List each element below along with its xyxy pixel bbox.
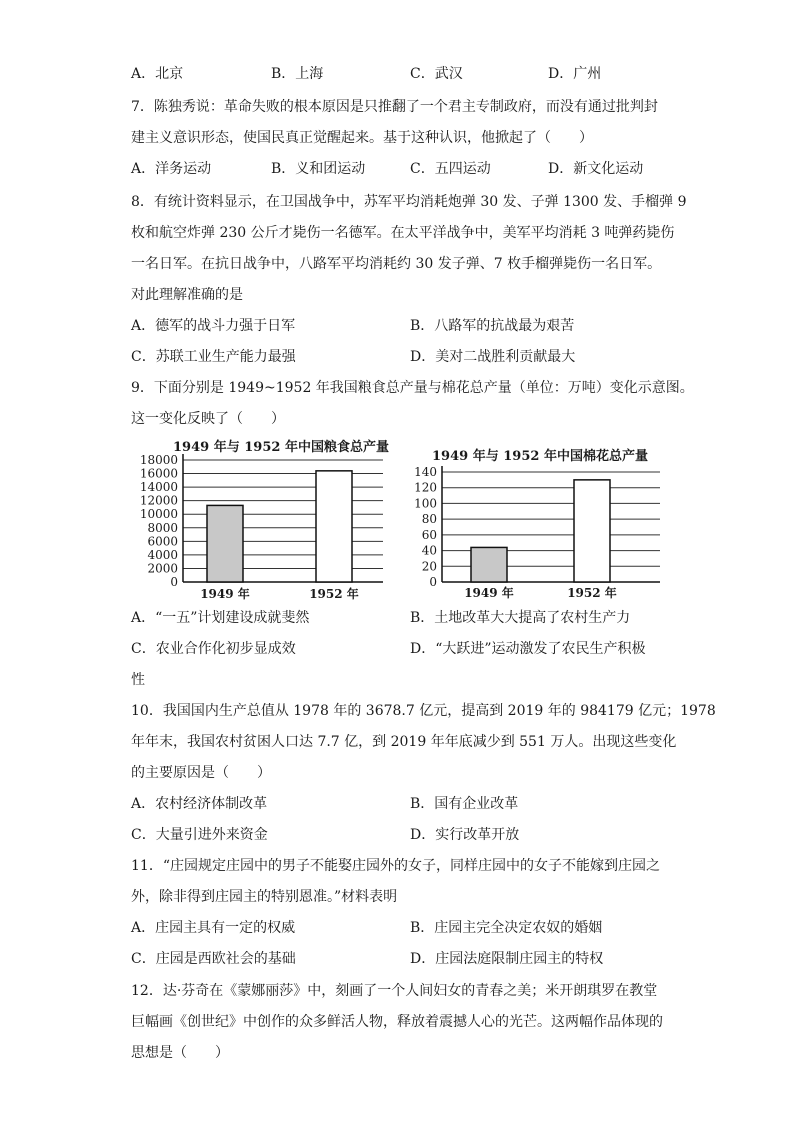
y-tick-label: 100 — [414, 496, 437, 511]
q9-option-c: C．农业合作化初步显成效 — [131, 641, 296, 657]
q9-option-b: B．土地改革大大提高了农村生产力 — [410, 610, 631, 626]
q11-option-a: A．庄园主具有一定的权威 — [131, 920, 296, 936]
q12-stem-line: 思想是（ ） — [131, 1045, 229, 1061]
y-tick-label: 20 — [421, 559, 437, 574]
q11-option-d: D．庄园法庭限制庄园主的特权 — [410, 951, 604, 967]
q10-stem-line: 的主要原因是（ ） — [131, 765, 271, 781]
y-tick-label: 80 — [421, 512, 437, 527]
q11-option-c: C．庄园是西欧社会的基础 — [131, 951, 296, 967]
q9-option-d: D．“大跃进”运动激发了农民生产积极 — [410, 641, 646, 657]
q8-stem-line: 对此理解准确的是 — [131, 287, 243, 303]
bar-1952 — [316, 471, 352, 582]
bar-1952 — [574, 480, 610, 582]
q7-option-b: B．义和团运动 — [271, 161, 366, 177]
y-tick-label: 18000 — [139, 453, 178, 467]
q12-stem-line: 12．达·芬奇在《蒙娜丽莎》中，刻画了一个人间妇女的青春之美；米开朗琪罗在教堂 — [131, 983, 658, 999]
chart-title: 1949 年与 1952 年中国棉花总产量 — [432, 449, 648, 464]
y-tick-label: 0 — [429, 575, 437, 589]
cotton-output-chart — [400, 442, 665, 604]
y-tick-label: 0 — [170, 575, 178, 589]
q10-option-c: C．大量引进外来资金 — [131, 827, 268, 843]
q8-stem-line: 8．有统计资料显示，在卫国战争中，苏军平均消耗炮弹 30 发、子弹 1300 发、手榴弹 9 — [131, 194, 687, 210]
q8-stem-line: 一名日军。在抗日战争中，八路军平均消耗约 30 发子弹、7 枚手榴弹毙伤一名日军。 — [131, 256, 662, 272]
y-tick-label: 40 — [421, 543, 437, 558]
q10-option-d: D．实行改革开放 — [410, 827, 520, 843]
y-tick-label: 2000 — [147, 561, 178, 576]
q7-option-d: D．新文化运动 — [548, 161, 644, 177]
y-tick-label: 12000 — [139, 493, 178, 508]
q8-option-d: D．美对二战胜利贡献最大 — [410, 349, 576, 365]
q8-option-a: A．德军的战斗力强于日军 — [131, 318, 296, 334]
q11-stem-line: 11．“庄园规定庄园中的男子不能娶庄园外的女子，同样庄园中的女子不能嫁到庄园之 — [131, 858, 660, 874]
y-tick-label: 60 — [421, 527, 437, 542]
q7-option-a: A．洋务运动 — [131, 161, 212, 177]
y-tick-label: 14000 — [139, 480, 178, 495]
x-category-label: 1949 年 — [464, 586, 514, 600]
x-category-label: 1949 年 — [200, 587, 250, 601]
q12-stem-line: 巨幅画《创世纪》中创作的众多鲜活人物，释放着震撼人心的光芒。这两幅作品体现的 — [131, 1014, 663, 1030]
q8-stem-line: 枚和航空炸弹 230 公斤才毙伤一名德军。在太平洋战争中，美军平均消耗 3 吨弹药毙伤 — [131, 225, 675, 241]
q10-option-a: A．农村经济体制改革 — [131, 796, 268, 812]
grain-output-chart — [125, 434, 390, 604]
q6-option-b: B．上海 — [271, 66, 324, 82]
q7-stem-line: 建主义意识形态，使国民真正觉醒起来。基于这种认识，他掀起了（ ） — [131, 130, 593, 146]
q9-option-d-wrap: 性 — [131, 672, 145, 688]
q10-stem-line: 年年末，我国农村贫困人口达 7.7 亿，到 2019 年年底减少到 551 万人。出现这些变化 — [131, 734, 677, 750]
q11-stem-line: 外，除非得到庄园主的特别恩准。”材料表明 — [131, 889, 398, 905]
x-category-label: 1952 年 — [309, 587, 359, 601]
q9-stem-line: 这一变化反映了（ ） — [131, 411, 285, 427]
q6-option-c: C．武汉 — [410, 66, 463, 82]
y-tick-label: 10000 — [139, 507, 178, 522]
y-tick-label: 140 — [414, 465, 437, 479]
q6-option-a: A．北京 — [131, 66, 184, 82]
bar-1949 — [471, 547, 507, 582]
q10-option-b: B．国有企业改革 — [410, 796, 519, 812]
y-tick-label: 120 — [414, 480, 437, 495]
q9-option-a: A．“一五”计划建设成就斐然 — [131, 610, 310, 626]
q8-option-b: B．八路军的抗战最为艰苦 — [410, 318, 575, 334]
y-tick-label: 4000 — [147, 547, 178, 562]
q10-stem-line: 10．我国国内生产总值从 1978 年的 3678.7 亿元，提高到 2019 年的 984179 亿元；1978 — [131, 703, 716, 719]
q11-option-b: B．庄园主完全决定农奴的婚姻 — [410, 920, 603, 936]
y-tick-label: 16000 — [139, 466, 178, 481]
q6-option-d: D．广州 — [548, 66, 602, 82]
q7-stem-line: 7．陈独秀说：革命失败的根本原因是只推翻了一个君主专制政府，而没有通过批判封 — [131, 99, 658, 115]
q7-option-c: C．五四运动 — [410, 161, 491, 177]
q8-option-c: C．苏联工业生产能力最强 — [131, 349, 296, 365]
chart-title: 1949 年与 1952 年中国粮食总产量 — [173, 440, 389, 455]
y-tick-label: 8000 — [147, 520, 178, 535]
y-tick-label: 6000 — [147, 534, 178, 549]
q9-stem-line: 9．下面分别是 1949~1952 年我国粮食总产量与棉花总产量（单位：万吨）变化示意图。 — [131, 380, 694, 396]
bar-1949 — [207, 505, 243, 582]
x-category-label: 1952 年 — [567, 586, 617, 600]
